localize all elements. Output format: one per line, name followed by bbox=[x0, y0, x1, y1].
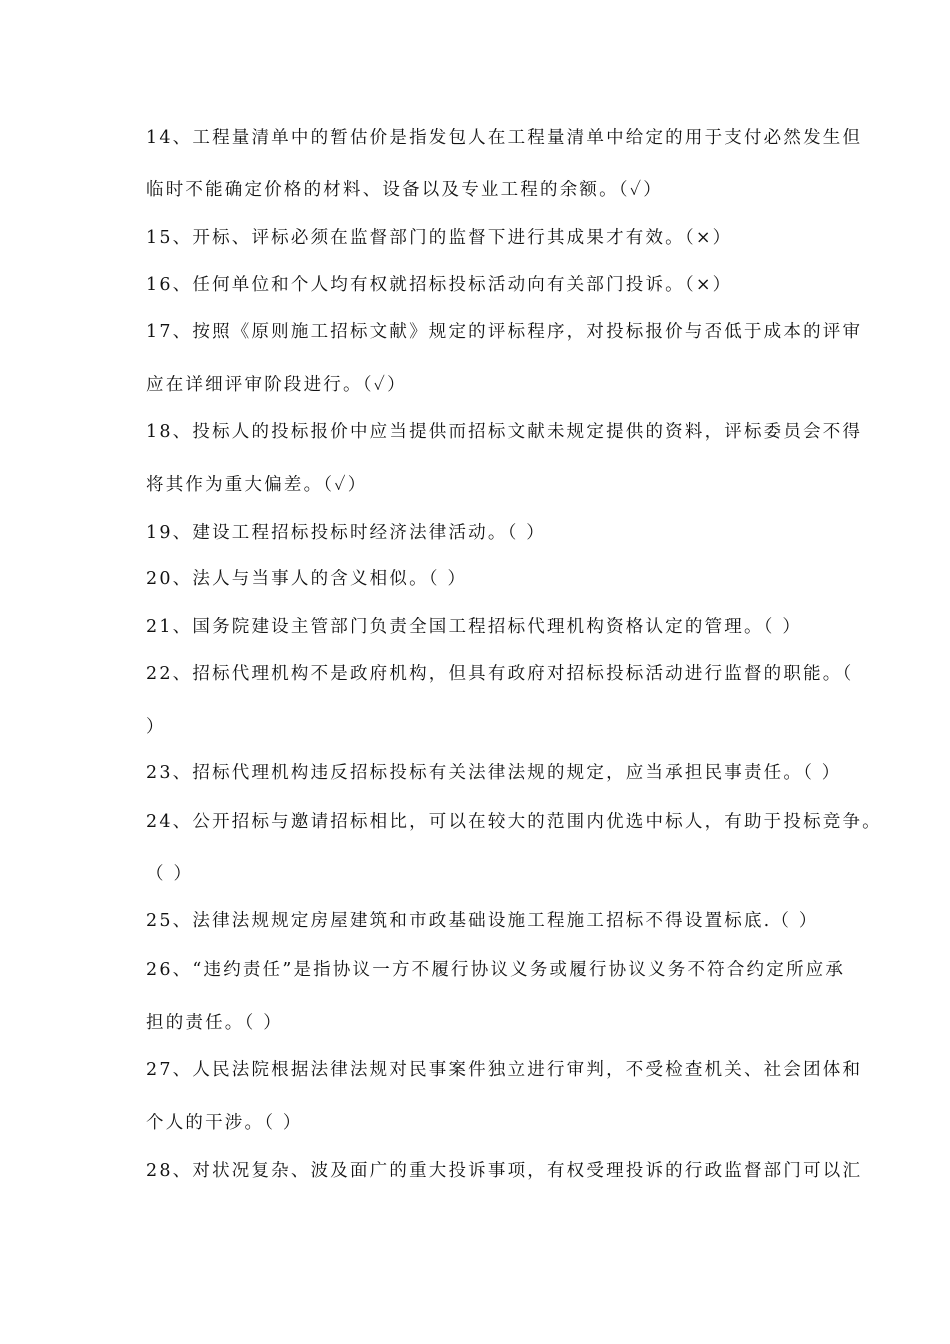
question-24-line-2: （ ） bbox=[146, 864, 194, 884]
question-27-line-1: 27、人民法院根据法律法规对民事案件独立进行审判，不受检查机关、社会团体和 bbox=[146, 1060, 863, 1080]
question-28-line-1: 28、对状况复杂、波及面广的重大投诉事项，有权受理投诉的行政监督部门可以汇 bbox=[146, 1161, 863, 1181]
question-25-line: 25、法律法规规定房屋建筑和市政基础设施工程施工招标不得设置标底.（ ） bbox=[146, 911, 819, 931]
question-26-line-2: 担的责任。（ ） bbox=[146, 1013, 283, 1033]
question-17-line-2: 应在详细评审阶段进行。（✓） bbox=[146, 375, 407, 395]
question-20-line: 20、法人与当事人的含义相似。（ ） bbox=[146, 569, 468, 589]
question-16-line: 16、任何单位和个人均有权就招标投标活动向有关部门投诉。（×） bbox=[146, 275, 733, 295]
question-14-line-2: 临时不能确定价格的材料、设备以及专业工程的余额。（✓） bbox=[146, 180, 663, 200]
question-18-line-2: 将其作为重大偏差。（✓） bbox=[146, 475, 368, 495]
question-17-line-1: 17、按照《原则施工招标文献》规定的评标程序，对投标报价与否低于成本的评审 bbox=[146, 322, 863, 342]
question-23-line: 23、招标代理机构违反招标投标有关法律法规的规定，应当承担民事责任。（ ） bbox=[146, 763, 842, 783]
question-18-line-1: 18、投标人的投标报价中应当提供而招标文献未规定提供的资料，评标委员会不得 bbox=[146, 422, 863, 442]
question-15-line: 15、开标、评标必须在监督部门的监督下进行其成果才有效。（×） bbox=[146, 228, 733, 248]
question-26-line-1: 26、“违约责任”是指协议一方不履行协议义务或履行协议义务不符合约定所应承 bbox=[146, 960, 846, 980]
question-22-line-1: 22、招标代理机构不是政府机构，但具有政府对招标投标活动进行监督的职能。（ bbox=[146, 664, 854, 684]
question-14-line-1: 14、工程量清单中的暂估价是指发包人在工程量清单中给定的用于支付必然发生但 bbox=[146, 128, 863, 148]
question-22-line-2: ） bbox=[146, 717, 166, 737]
question-24-line-1: 24、公开招标与邀请招标相比，可以在较大的范围内优选中标人，有助于投标竞争。 bbox=[146, 812, 882, 832]
question-19-line: 19、建设工程招标投标时经济法律活动。（ ） bbox=[146, 523, 546, 543]
question-27-line-2: 个人的干涉。（ ） bbox=[146, 1113, 303, 1133]
question-21-line: 21、国务院建设主管部门负责全国工程招标代理机构资格认定的管理。（ ） bbox=[146, 617, 803, 637]
